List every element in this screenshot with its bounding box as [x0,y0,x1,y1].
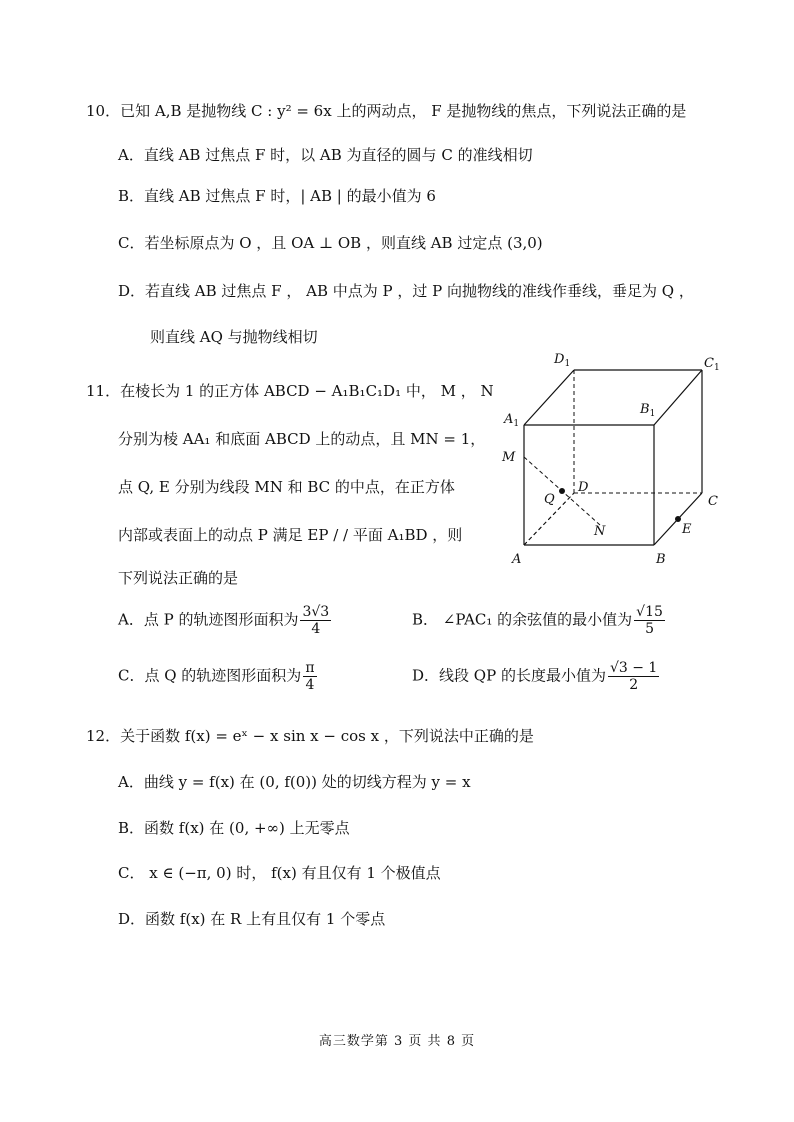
label-n: N [594,524,606,539]
label-b: B [656,552,666,567]
frac-numerator: π [305,660,315,676]
label-a: A [512,552,522,567]
q11-option-d-text: D．线段 QP 的长度最小值为 [412,666,606,685]
q10-option-a: A．直线 AB 过焦点 F 时，以 AB 为直径的圆与 C 的准线相切 [118,146,533,164]
q11-number: 11． [86,382,121,400]
label-a1: $A_1$ [504,412,520,429]
q11-option-c-frac [303,660,316,693]
frac-denominator: 4 [311,621,321,637]
q12-option-d: D．函数 f(x) 在 R 上有且仅有 1 个零点 [118,910,386,928]
frac-numerator: √3 − 1 [609,660,658,676]
q12-stem [86,725,534,747]
q10-option-c: C．若坐标原点为 O ，且 OA ⊥ OB ，则直线 AB 过定点 (3,0) [118,234,543,252]
q12-stem-text: 关于函数 f(x) = eˣ − x sin x − cos x ，下列说法中正确的是 [120,727,534,745]
label-q: Q [544,492,555,507]
q11-option-b-frac [634,604,665,637]
label-d1: $D_1$ [554,352,571,369]
q11-option-c-text: C．点 Q 的轨迹图形面积为 [118,666,302,685]
frac-denominator: 5 [645,621,654,637]
frac-denominator: 4 [305,677,315,693]
q11-option-c [118,660,319,693]
q10-stem-text: 已知 A,B 是抛物线 C : y² = 6x 上的两动点， F 是抛物线的焦点，下列说法正确的是 [120,102,687,120]
q11-line3: 点 Q, E 分别为线段 MN 和 BC 的中点，在正方体 [118,478,455,496]
label-c: C [708,494,718,509]
page-footer: 高三数学第 3 页 共 8 页 [318,1034,476,1049]
label-b1: $B_1$ [640,402,656,419]
q10-option-b: B．直线 AB 过焦点 F 时，| AB | 的最小值为 6 [118,187,436,205]
frac-denominator: 2 [629,677,639,693]
point-e [675,516,681,522]
q11-line4: 内部或表面上的动点 P 满足 EP / / 平面 A₁BD ，则 [118,526,463,544]
q11-option-a [118,604,333,637]
q12-number: 12． [86,727,121,745]
edge-a1-d1 [524,370,574,425]
q12-option-b: B．函数 f(x) 在 (0, +∞) 上无零点 [118,819,350,837]
edge-b1-c1 [654,370,702,425]
q10-stem [86,100,686,122]
q11-option-a-text: A．点 P 的轨迹图形面积为 [118,610,299,629]
cube-figure [500,345,740,575]
label-d: D [578,480,589,495]
label-m: M [502,450,516,465]
q11-option-b-text: B． ∠PAC₁ 的余弦值的最小值为 [412,610,633,629]
q11-line1-text: 在棱长为 1 的正方体 ABCD − A₁B₁C₁D₁ 中， M ， N [120,382,494,400]
q10-option-d-cont: 则直线 AQ 与抛物线相切 [150,328,318,346]
q11-option-d-frac [608,660,659,693]
q10-option-d: D．若直线 AB 过焦点 F ， AB 中点为 P ，过 P 向抛物线的准线作垂线，垂足为 Q ， [118,282,694,300]
q11-option-d [412,660,661,693]
q12-option-c: C． x ∈ (−π, 0) 时， f(x) 有且仅有 1 个极值点 [118,864,441,882]
q12-option-a: A．曲线 y = f(x) 在 (0, f(0)) 处的切线方程为 y = x [118,773,471,791]
point-q [559,488,565,494]
q10-number: 10． [86,102,121,120]
q11-option-b [412,604,667,637]
label-c1: $C_1$ [704,356,720,373]
frac-numerator: √15 [636,604,663,620]
q11-option-a-frac [300,604,331,637]
q11-line1 [86,380,494,402]
frac-numerator: 3√3 [302,604,330,620]
q11-line2: 分别为棱 AA₁ 和底面 ABCD 上的动点，且 MN = 1， [118,430,486,448]
q11-line5: 下列说法正确的是 [118,569,239,587]
label-e: E [682,522,692,537]
